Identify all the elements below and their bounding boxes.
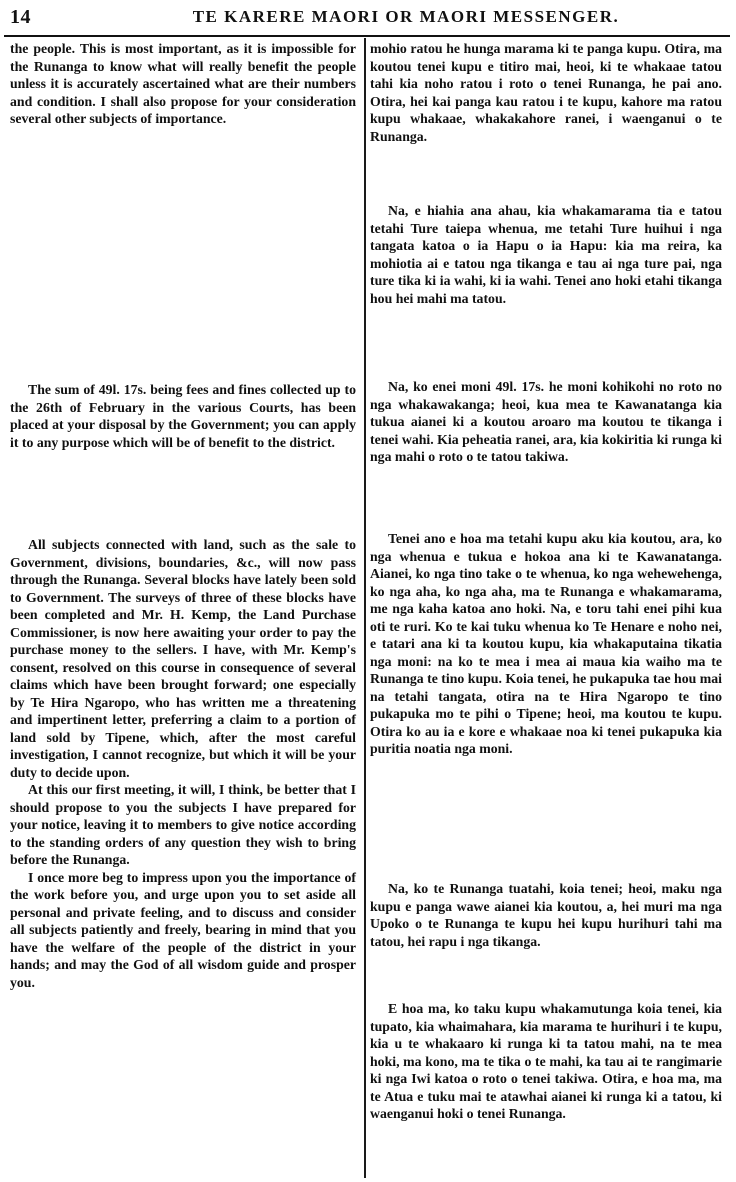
page-header bbox=[6, 4, 730, 32]
page-number: 14 bbox=[10, 6, 31, 28]
english-paragraph-4: At this our first meeting, it will, I think, be better that I should propose to you the subjects I have prepared for your notice, leaving it to members to give notice according to the standing orders of any question they wish to bring before the Runanga. bbox=[10, 782, 356, 867]
maori-paragraph-5: Na, ko te Runanga tuatahi, koia tenei; heoi, maku nga kupu e panga wawe aianei kia koutou, a, hei muri ma nga Upoko o te Runanga te kupu hei kupu hurihuri tahi ma tatou, hei rapu i nga tikanga. bbox=[370, 881, 722, 949]
column-divider bbox=[364, 38, 366, 1178]
english-paragraph-1: the people. This is most important, as it is impossible for the Runanga to know what will really benefit the people unless it is accurately ascertained what are their numbers and condition. I shall also propose for your consideration several other subjects of importance. bbox=[10, 41, 356, 126]
maori-paragraph-1: mohio ratou he hunga marama ki te panga kupu. Otira, ma koutou tenei kupu e titiro mai, heoi, ki te whakaae tatou tahi kia noho ratou i roto o tenei Runanga, he pai ano. Otira, hei kai panga kau ratou i te kupu, kahore ma ratou kupu whakaae, whakakahore ranei, i waenganui o te Runanga. bbox=[370, 41, 722, 144]
english-paragraph-5: I once more beg to impress upon you the importance of the work before you, and urge upon you to set aside all personal and private feeling, and to discuss and consider all subjects patiently and freely, bearing in mind that you have the welfare of the people of the district in your hands; and may the God of all wisdom guide and prosper you. bbox=[10, 869, 356, 990]
english-paragraph-3: All subjects connected with land, such as the sale to Government, divisions, boundaries, &c., will now pass through the Runanga. Several blocks have lately been sold to Government. The surveys of three of these blocks have been completed and Mr. H. Kemp, the Land Purchase Commissioner, is now here awaiting your order to pay the purchase money to the sellers. I have, with Mr. Kemp's consent, resolved on this course in consequence of several claims which have been brought forward; one especially by Te Hira Ngaropo, who has written me a threatening and impertinent letter, preferring a claim to a portion of land sold by Tipene, which, after the most careful investigation, I cannot recognize, but which it will be your duty to decide upon. bbox=[10, 537, 356, 780]
masthead-title: TE KARERE MAORI OR MAORI MESSENGER. bbox=[192, 7, 620, 26]
maori-paragraph-3: Na, ko enei moni 49l. 17s. he moni kohikohi no roto no nga whakawakanga; heoi, kua mea te Kawanatanga kia tukua aianei ki a koutou aroaro ma koutou te tikanga i tenei wahi. Kia peheatia ranei, ara, kia kokiritia ki runga ki nga mahi o roto o te tatou takiwa. bbox=[370, 379, 722, 464]
maori-paragraph-6: E hoa ma, ko taku kupu whakamutunga koia tenei, kia tupato, kia whaimahara, kia marama te hurihuri i te kupu, kia u te whakaaro ki runga ki ta tatou mahi, na te mea hoki, ma kono, ma te tika o te mahi, ka tau ai te rangimarie ki nga Iwi katoa o roto o tenei takiwa. Otira, e hoa ma, ma te Atua e tuku mai te atawhai aianei ki runga ki a tatou, ki waenganui hoki o tenei Runanga. bbox=[370, 1001, 722, 1121]
maori-paragraph-2: Na, e hiahia ana ahau, kia whakamarama tia e tatou tetahi Ture taiepa whenua, me tetahi Ture huihui i nga tangata katoa o ia Hapu o ia Hapu: kia ma reira, ka mohiotia ai e tatou nga tikanga e tau ai nga ture pai, nga ture tika ki ia wahi, ki ia wahi. Tenei ano hoki etahi tikanga hou hei mahi ma tatou. bbox=[370, 203, 722, 306]
maori-paragraph-4: Tenei ano e hoa ma tetahi kupu aku kia koutou, ara, ko nga whenua e tukua e hokoa ana ki te Kawanatanga. Aianei, ko nga tino take o te whenua, ko nga wehewehenga, ko nga aha, ko nga aha, ma te Runanga e whakamarama, me nga kaha katoa ano hoki. Na, e toru tahi enei pihi kua oti te ruri. Ko te kai tuku whenua ko Te Henare e noho nei, e tatari ana ki ta koutou kupu, kia whakaputaina tikatia nga moni: na ko te mea i mea ai maua kia waiho ma te Runanga te tino kupu. Koia tenei, he pukapuka tae hou mai na tetahi tangata, otira na te Hira Ngaropo te tino pukapuka mo te pihi o Tipene; heoi, ma koutou te kupu. Otira ko au ia e kore e whakaae noa ki tenei pukapuka kia puritia noatia nga moni. bbox=[370, 531, 722, 756]
header-rule bbox=[4, 35, 730, 37]
english-paragraph-2: The sum of 49l. 17s. being fees and fines collected up to the 26th of February in the various Courts, has been placed at your disposal by the Government; you can apply it to any purpose which will be of benefit to the district. bbox=[10, 382, 356, 450]
